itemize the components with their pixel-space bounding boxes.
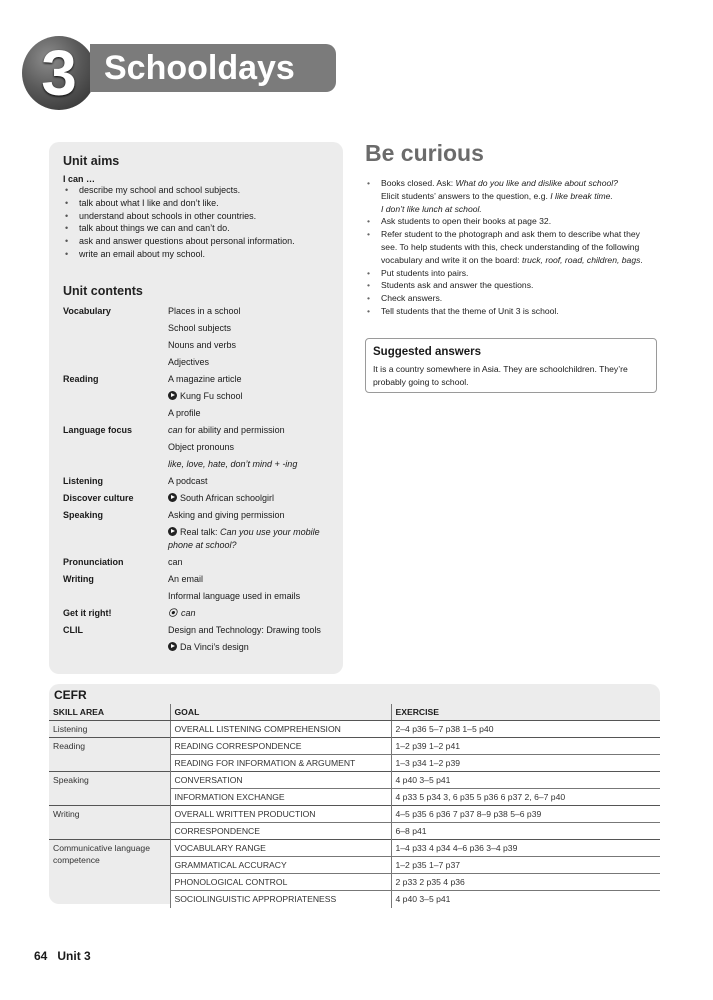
contents-value: South African schoolgirl — [180, 493, 275, 503]
contents-value: Adjectives — [168, 357, 210, 367]
goal-cell: SOCIOLINGUISTIC APPROPRIATENESS — [170, 891, 391, 908]
contents-row — [63, 422, 335, 473]
goal-cell: CONVERSATION — [170, 772, 391, 789]
video-play-icon — [168, 493, 177, 502]
contents-row — [63, 371, 335, 422]
be-curious-list — [365, 177, 657, 318]
exercise-cell: 4 p40 3–5 p41 — [391, 891, 660, 908]
contents-value: A podcast — [168, 476, 208, 486]
instruction-item: • Check answers. — [365, 292, 657, 305]
contents-value: can — [181, 608, 196, 618]
exercise-cell: 1–3 p34 1–2 p39 — [391, 755, 660, 772]
skill-cell: Speaking — [49, 772, 170, 789]
goal-cell: GRAMMATICAL ACCURACY — [170, 857, 391, 874]
exercise-cell: 1–2 p35 1–7 p37 — [391, 857, 660, 874]
skill-cell: Communicative language competence — [49, 840, 170, 908]
goal-cell: PHONOLOGICAL CONTROL — [170, 874, 391, 891]
column-header: SKILL AREA — [49, 704, 170, 721]
contents-key: Speaking — [63, 510, 104, 520]
contents-value: Places in a school — [168, 306, 241, 316]
unit-number-badge — [22, 36, 96, 110]
goal-cell: VOCABULARY RANGE — [170, 840, 391, 857]
goal-cell: READING CORRESPONDENCE — [170, 738, 391, 755]
exercise-cell: 6–8 p41 — [391, 823, 660, 840]
exercise-cell: 2–4 p36 5–7 p38 1–5 p40 — [391, 721, 660, 738]
contents-key: Language focus — [63, 425, 133, 435]
skill-cell — [49, 755, 170, 772]
title-bar — [90, 44, 336, 92]
contents-key: Reading — [63, 374, 99, 384]
page-title: Schooldays — [104, 49, 295, 87]
unit-aims-intro: I can … — [63, 174, 96, 184]
goal-cell: INFORMATION EXCHANGE — [170, 789, 391, 806]
be-curious-heading: Be curious — [365, 140, 484, 166]
table-row — [49, 772, 660, 789]
contents-value: An email — [168, 574, 204, 584]
aim-item: • understand about schools in other countries. — [63, 210, 333, 223]
instruction-item: • Refer student to the photograph and ask them to describe what they see. To help students with this, check understanding of the following vocabulary and write it on the board: truck, roof, road, children, bags. — [365, 228, 657, 266]
unit-number: 3 — [41, 37, 77, 109]
unit-contents-heading: Unit contents — [63, 284, 143, 298]
contents-key: Writing — [63, 574, 94, 584]
contents-value: A magazine article — [168, 374, 242, 384]
can-word: can — [168, 425, 183, 435]
contents-row — [63, 473, 335, 490]
aim-item: • describe my school and school subjects. — [63, 184, 333, 197]
contents-row — [63, 605, 335, 622]
exercise-cell: 1–4 p33 4 p34 4–6 p36 3–4 p39 — [391, 840, 660, 857]
video-play-icon — [168, 642, 177, 651]
goal-cell: OVERALL LISTENING COMPREHENSION — [170, 721, 391, 738]
table-row — [49, 789, 660, 806]
table-row — [49, 755, 660, 772]
cefr-heading: CEFR — [54, 688, 87, 702]
contents-value: Kung Fu school — [180, 391, 243, 401]
goal-cell: CORRESPONDENCE — [170, 823, 391, 840]
contents-key: Get it right! — [63, 608, 112, 618]
column-header: EXERCISE — [391, 704, 660, 721]
contents-value: like, love, hate, don’t mind + -ing — [168, 459, 298, 469]
goal-cell: OVERALL WRITTEN PRODUCTION — [170, 806, 391, 823]
page-number: 64 — [34, 949, 48, 963]
suggested-answers-text: It is a country somewhere in Asia. They are schoolchildren. They’re probably going to school. — [373, 364, 628, 387]
unit-aims-heading: Unit aims — [63, 154, 120, 168]
goal-cell: READING FOR INFORMATION & ARGUMENT — [170, 755, 391, 772]
contents-row — [63, 303, 335, 371]
exercise-cell: 4–5 p35 6 p36 7 p37 8–9 p38 5–6 p39 — [391, 806, 660, 823]
contents-value: Can you use your mobile phone at school? — [168, 527, 320, 550]
instruction-item: • Ask students to open their books at page 32. — [365, 215, 657, 228]
contents-key: Discover culture — [63, 493, 134, 503]
contents-key: Listening — [63, 476, 103, 486]
suggested-answers-heading: Suggested answers — [373, 346, 482, 358]
column-header: GOAL — [170, 704, 391, 721]
aim-item: • ask and answer questions about personal information. — [63, 235, 333, 248]
page-footer — [34, 948, 101, 964]
contents-value: Object pronouns — [168, 442, 235, 452]
exercise-cell: 2 p33 2 p35 4 p36 — [391, 874, 660, 891]
table-row — [49, 721, 660, 738]
skill-cell: Writing — [49, 806, 170, 823]
contents-value: Real talk: — [180, 527, 218, 537]
contents-value: Informal language used in emails — [168, 591, 301, 601]
table-header-row — [49, 704, 660, 721]
video-play-icon — [168, 391, 177, 400]
exercise-cell: 4 p33 5 p34 3, 6 p35 5 p36 6 p37 2, 6–7 p40 — [391, 789, 660, 806]
unit-aims-panel — [49, 142, 343, 674]
table-row — [49, 840, 660, 857]
skill-cell — [49, 823, 170, 840]
skill-cell — [49, 789, 170, 806]
unit-aims-list — [63, 184, 333, 261]
footer-unit-label: Unit 3 — [57, 949, 91, 963]
cefr-table — [49, 704, 660, 908]
cefr-panel — [49, 684, 660, 904]
exercise-cell: 1–2 p39 1–2 p41 — [391, 738, 660, 755]
contents-value: Asking and giving permission — [168, 510, 285, 520]
instruction-item: • Books closed. Ask: What do you like and dislike about school? Elicit students’ answers to the question, e.g. I like break time. I don’t like lunch at school. — [365, 177, 657, 215]
table-row — [49, 823, 660, 840]
aim-item: • talk about what I like and don’t like. — [63, 197, 333, 210]
contents-value: for ability and permission — [185, 425, 285, 435]
skill-cell: Listening — [53, 724, 88, 735]
contents-value: can — [168, 557, 183, 567]
contents-value: A profile — [168, 408, 201, 418]
contents-value: Nouns and verbs — [168, 340, 237, 350]
contents-key: Pronunciation — [63, 557, 124, 567]
contents-value: Da Vinci’s design — [180, 641, 249, 652]
contents-row — [63, 571, 335, 605]
contents-row — [63, 554, 335, 571]
aim-item: • talk about things we can and can’t do. — [63, 222, 333, 235]
contents-key: CLIL — [63, 625, 83, 635]
contents-row — [63, 507, 335, 554]
contents-row — [63, 490, 335, 507]
get-it-right-icon: ⦿ — [168, 608, 178, 618]
suggested-answers-box — [365, 338, 657, 393]
exercise-cell: 4 p40 3–5 p41 — [391, 772, 660, 789]
video-play-icon — [168, 527, 177, 536]
unit-contents-table — [63, 303, 335, 669]
instruction-item: • Put students into pairs. — [365, 267, 657, 280]
contents-value: Design and Technology: Drawing tools — [168, 625, 321, 635]
skill-cell: Reading — [49, 738, 170, 755]
table-row — [49, 738, 660, 755]
contents-value: School subjects — [168, 323, 232, 333]
instruction-item: • Tell students that the theme of Unit 3 is school. — [365, 305, 657, 318]
instruction-item: • Students ask and answer the questions. — [365, 279, 657, 292]
contents-row — [63, 622, 335, 669]
aim-item: • write an email about my school. — [63, 248, 333, 261]
contents-key: Vocabulary — [63, 306, 111, 316]
table-row — [49, 806, 660, 823]
